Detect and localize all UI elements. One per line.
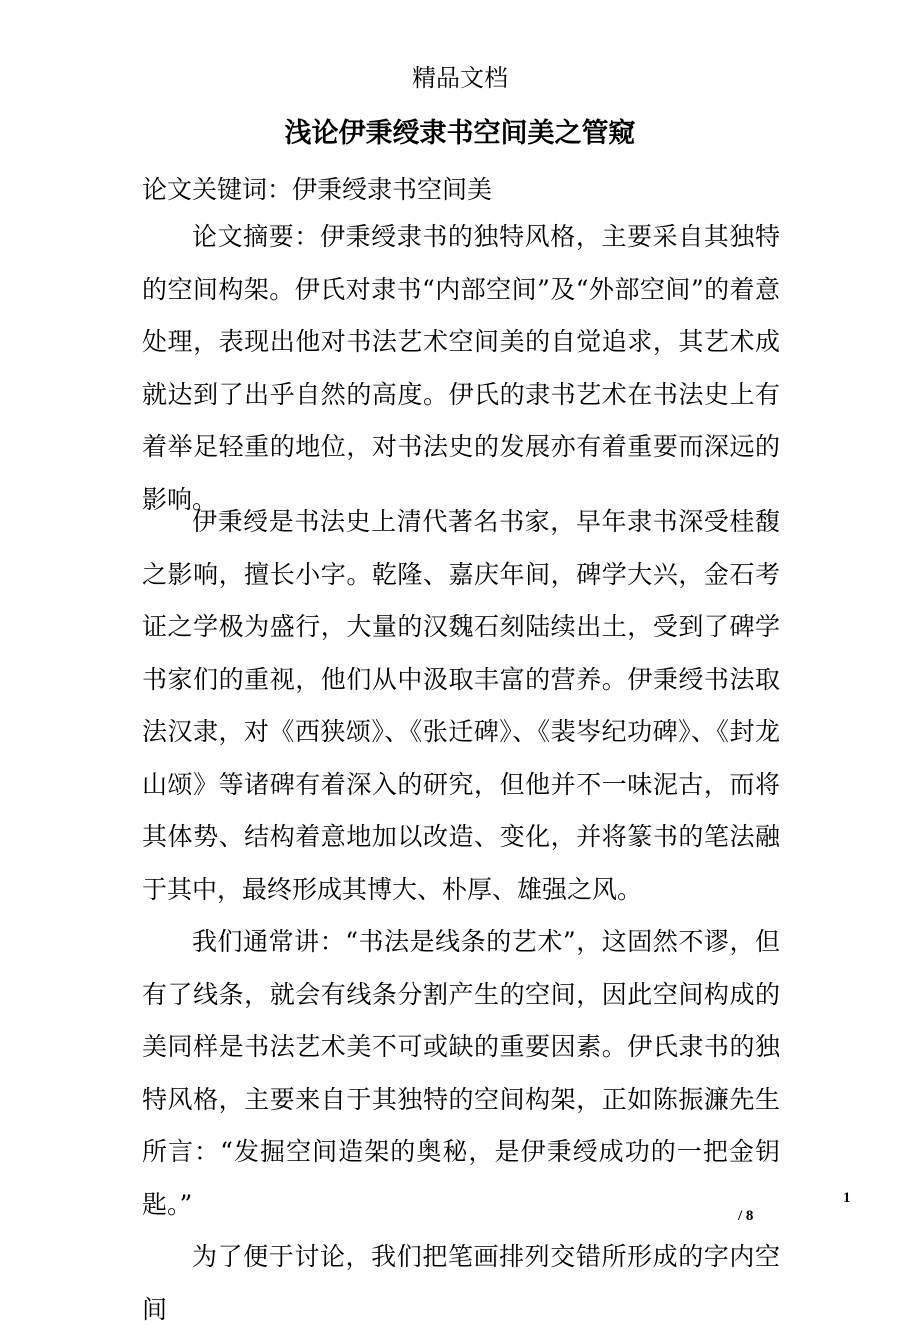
header-label: 精品文档 — [412, 64, 508, 92]
abstract-paragraph: 论文摘要：伊秉绶隶书的独特风格，主要采自其独特的空间构架。伊氏对隶书“内部空间”及“外部空间”的着意处理，表现出他对书法艺术空间美的自觉追求，其艺术成就达到了出乎自然的高度。伊氏的隶书艺术在书法史上有着举足轻重的地位，对书法史的发展亦有着重要而深远的影响。 — [142, 222, 780, 514]
keywords-block — [142, 164, 780, 217]
body-paragraph: 伊秉绶是书法史上清代著名书家，早年隶书深受桂馥之影响，擅长小字。乾隆、嘉庆年间，碑学大兴，金石考证之学极为盛行，大量的汉魏石刻陆续出土，受到了碑学书家们的重视，他们从中汲取丰富的营养。伊秉绶书法取法汉隶，对《西狭颂》、《张迁碑》、《裴岑纪功碑》、《封龙山颂》等诸碑有着深入的研究，但他并不一味泥古，而将其体势、结构着意地加以改造、变化，并将篆书的笔法融于其中，最终形成其博大、朴厚、雄强之风。 — [142, 507, 780, 904]
document-title: 浅论伊秉绶隶书空间美之管窥 — [284, 118, 636, 149]
body-paragraph: 我们通常讲：“书法是线条的艺术”，这固然不谬，但有了线条，就会有线条分割产生的空间，因此空间构成的美同样是书法艺术美不可或缺的重要因素。伊氏隶书的独特风格，主要来自于其独特的空间构架，正如陈振濂先生所言：“发掘空间造架的奥秘，是伊秉绶成功的一把金钥匙。” — [142, 927, 780, 1219]
main-text-block — [142, 496, 780, 1336]
page-number: 1 — [843, 1190, 851, 1206]
abstract-block — [142, 211, 780, 526]
body-paragraph: 为了便于讨论，我们把笔画排列交错所形成的字内空间 — [142, 1242, 780, 1324]
page-total: / 8 — [738, 1208, 754, 1224]
keywords-line: 论文关键词：伊秉绶隶书空间美 — [142, 175, 493, 204]
